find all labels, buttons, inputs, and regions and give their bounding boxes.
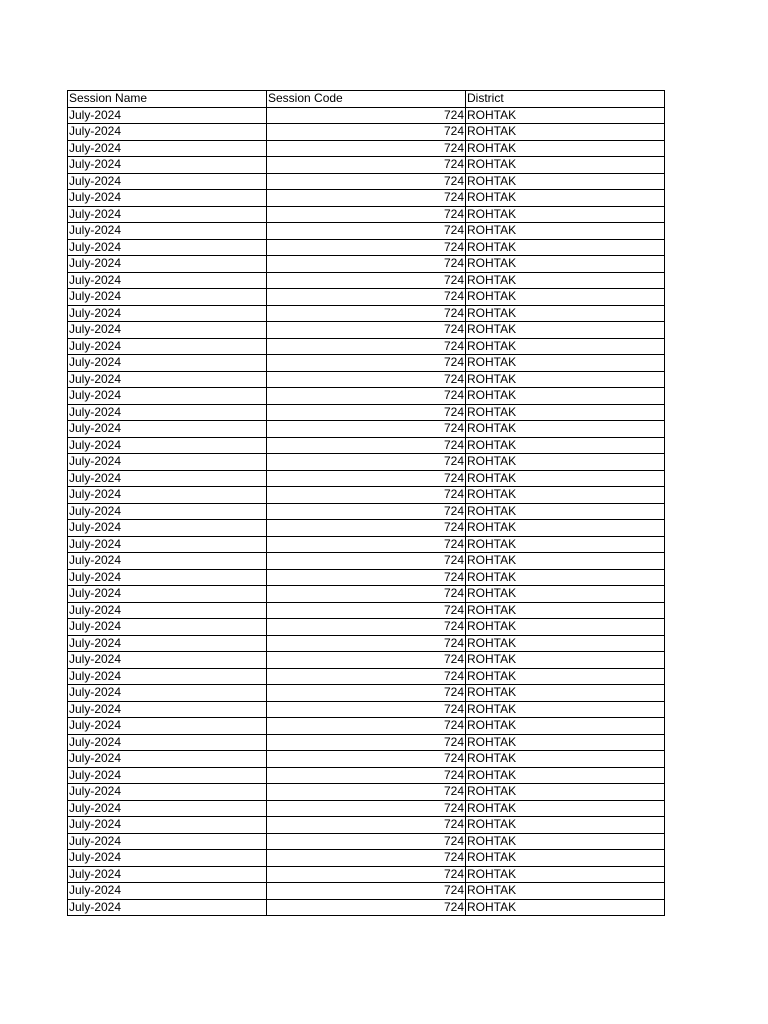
cell-district: ROHTAK: [466, 784, 665, 801]
cell-session-code: 724: [267, 404, 466, 421]
cell-session-name: July-2024: [68, 619, 267, 636]
cell-district: ROHTAK: [466, 701, 665, 718]
cell-session-name: July-2024: [68, 734, 267, 751]
cell-session-name: July-2024: [68, 553, 267, 570]
cell-session-name: July-2024: [68, 470, 267, 487]
cell-session-code: 724: [267, 421, 466, 438]
cell-district: ROHTAK: [466, 107, 665, 124]
table-row: [68, 635, 665, 652]
table-row: [68, 173, 665, 190]
cell-district: ROHTAK: [466, 553, 665, 570]
cell-district: ROHTAK: [466, 223, 665, 240]
cell-session-code: 724: [267, 734, 466, 751]
table-row: [68, 503, 665, 520]
cell-session-code: 724: [267, 157, 466, 174]
table-row: [68, 751, 665, 768]
cell-session-name: July-2024: [68, 338, 267, 355]
cell-session-name: July-2024: [68, 206, 267, 223]
cell-district: ROHTAK: [466, 470, 665, 487]
cell-session-name: July-2024: [68, 239, 267, 256]
cell-session-code: 724: [267, 487, 466, 504]
table-row: [68, 404, 665, 421]
cell-session-name: July-2024: [68, 503, 267, 520]
cell-session-code: 724: [267, 701, 466, 718]
cell-session-code: 724: [267, 503, 466, 520]
cell-session-code: 724: [267, 239, 466, 256]
cell-session-name: July-2024: [68, 107, 267, 124]
cell-session-code: 724: [267, 206, 466, 223]
cell-session-code: 724: [267, 602, 466, 619]
cell-session-name: July-2024: [68, 701, 267, 718]
table-row: [68, 421, 665, 438]
table-row: [68, 272, 665, 289]
table-row: [68, 190, 665, 207]
cell-district: ROHTAK: [466, 635, 665, 652]
cell-district: ROHTAK: [466, 866, 665, 883]
cell-session-code: 724: [267, 355, 466, 372]
table-row: [68, 256, 665, 273]
cell-session-name: July-2024: [68, 586, 267, 603]
table-body: [68, 107, 665, 916]
table-row: [68, 454, 665, 471]
cell-session-name: July-2024: [68, 437, 267, 454]
cell-session-code: 724: [267, 338, 466, 355]
cell-district: ROHTAK: [466, 272, 665, 289]
cell-district: ROHTAK: [466, 586, 665, 603]
table-row: [68, 850, 665, 867]
table-row: [68, 487, 665, 504]
cell-session-code: 724: [267, 388, 466, 405]
table-row: [68, 157, 665, 174]
cell-district: ROHTAK: [466, 421, 665, 438]
cell-session-name: July-2024: [68, 569, 267, 586]
table-row: [68, 355, 665, 372]
table-row: [68, 338, 665, 355]
cell-district: ROHTAK: [466, 338, 665, 355]
cell-session-code: 724: [267, 635, 466, 652]
cell-session-name: July-2024: [68, 223, 267, 240]
table-row: [68, 586, 665, 603]
cell-session-code: 724: [267, 800, 466, 817]
cell-session-name: July-2024: [68, 652, 267, 669]
cell-session-name: July-2024: [68, 388, 267, 405]
header-session-code: Session Code: [267, 91, 466, 108]
cell-session-name: July-2024: [68, 817, 267, 834]
table-row: [68, 833, 665, 850]
header-row: [68, 91, 665, 108]
cell-district: ROHTAK: [466, 371, 665, 388]
cell-district: ROHTAK: [466, 602, 665, 619]
cell-district: ROHTAK: [466, 800, 665, 817]
table-row: [68, 784, 665, 801]
cell-session-name: July-2024: [68, 322, 267, 339]
cell-session-name: July-2024: [68, 833, 267, 850]
table-row: [68, 767, 665, 784]
cell-district: ROHTAK: [466, 437, 665, 454]
table-row: [68, 800, 665, 817]
cell-district: ROHTAK: [466, 520, 665, 537]
cell-session-code: 724: [267, 520, 466, 537]
table-row: [68, 107, 665, 124]
cell-district: ROHTAK: [466, 751, 665, 768]
cell-district: ROHTAK: [466, 173, 665, 190]
cell-district: ROHTAK: [466, 404, 665, 421]
cell-district: ROHTAK: [466, 734, 665, 751]
cell-session-code: 724: [267, 305, 466, 322]
cell-session-name: July-2024: [68, 305, 267, 322]
cell-session-code: 724: [267, 751, 466, 768]
cell-district: ROHTAK: [466, 619, 665, 636]
cell-session-name: July-2024: [68, 899, 267, 916]
table-row: [68, 140, 665, 157]
cell-session-name: July-2024: [68, 520, 267, 537]
table-row: [68, 124, 665, 141]
cell-district: ROHTAK: [466, 899, 665, 916]
table-row: [68, 437, 665, 454]
cell-session-name: July-2024: [68, 866, 267, 883]
cell-district: ROHTAK: [466, 487, 665, 504]
header-district: District: [466, 91, 665, 108]
table-row: [68, 470, 665, 487]
table-row: [68, 734, 665, 751]
cell-session-code: 724: [267, 569, 466, 586]
cell-session-code: 724: [267, 668, 466, 685]
cell-district: ROHTAK: [466, 668, 665, 685]
cell-session-code: 724: [267, 289, 466, 306]
cell-session-name: July-2024: [68, 784, 267, 801]
table-row: [68, 701, 665, 718]
table-row: [68, 206, 665, 223]
cell-session-name: July-2024: [68, 767, 267, 784]
cell-session-code: 724: [267, 553, 466, 570]
cell-session-code: 724: [267, 850, 466, 867]
cell-session-name: July-2024: [68, 190, 267, 207]
cell-session-name: July-2024: [68, 355, 267, 372]
table-row: [68, 685, 665, 702]
cell-district: ROHTAK: [466, 305, 665, 322]
table-row: [68, 883, 665, 900]
cell-session-code: 724: [267, 899, 466, 916]
cell-session-name: July-2024: [68, 751, 267, 768]
table-row: [68, 520, 665, 537]
cell-session-code: 724: [267, 586, 466, 603]
cell-session-code: 724: [267, 883, 466, 900]
cell-district: ROHTAK: [466, 569, 665, 586]
cell-district: ROHTAK: [466, 190, 665, 207]
cell-session-code: 724: [267, 107, 466, 124]
table-row: [68, 371, 665, 388]
table-row: [68, 652, 665, 669]
cell-session-name: July-2024: [68, 635, 267, 652]
cell-session-name: July-2024: [68, 173, 267, 190]
table-header: [68, 91, 665, 108]
cell-district: ROHTAK: [466, 652, 665, 669]
cell-session-code: 724: [267, 685, 466, 702]
cell-district: ROHTAK: [466, 289, 665, 306]
cell-district: ROHTAK: [466, 503, 665, 520]
cell-session-code: 724: [267, 223, 466, 240]
cell-session-name: July-2024: [68, 371, 267, 388]
cell-session-name: July-2024: [68, 883, 267, 900]
cell-session-code: 724: [267, 652, 466, 669]
table-row: [68, 668, 665, 685]
table-row: [68, 388, 665, 405]
cell-district: ROHTAK: [466, 883, 665, 900]
table-row: [68, 602, 665, 619]
cell-session-name: July-2024: [68, 487, 267, 504]
cell-district: ROHTAK: [466, 256, 665, 273]
table-row: [68, 289, 665, 306]
cell-session-name: July-2024: [68, 404, 267, 421]
cell-session-code: 724: [267, 256, 466, 273]
table-row: [68, 866, 665, 883]
cell-session-code: 724: [267, 190, 466, 207]
cell-district: ROHTAK: [466, 767, 665, 784]
cell-session-code: 724: [267, 272, 466, 289]
cell-district: ROHTAK: [466, 206, 665, 223]
cell-session-code: 724: [267, 140, 466, 157]
cell-session-name: July-2024: [68, 602, 267, 619]
cell-session-code: 724: [267, 124, 466, 141]
table-row: [68, 899, 665, 916]
cell-session-code: 724: [267, 718, 466, 735]
cell-session-code: 724: [267, 536, 466, 553]
cell-session-code: 724: [267, 619, 466, 636]
table-row: [68, 817, 665, 834]
cell-district: ROHTAK: [466, 322, 665, 339]
table-row: [68, 239, 665, 256]
table-row: [68, 536, 665, 553]
cell-session-name: July-2024: [68, 685, 267, 702]
cell-session-name: July-2024: [68, 140, 267, 157]
cell-session-name: July-2024: [68, 718, 267, 735]
cell-session-code: 724: [267, 437, 466, 454]
table-row: [68, 569, 665, 586]
cell-district: ROHTAK: [466, 454, 665, 471]
cell-session-name: July-2024: [68, 256, 267, 273]
cell-session-name: July-2024: [68, 421, 267, 438]
cell-district: ROHTAK: [466, 157, 665, 174]
cell-session-code: 724: [267, 767, 466, 784]
cell-district: ROHTAK: [466, 239, 665, 256]
header-session-name: Session Name: [68, 91, 267, 108]
cell-district: ROHTAK: [466, 355, 665, 372]
cell-session-name: July-2024: [68, 850, 267, 867]
cell-session-code: 724: [267, 173, 466, 190]
table-row: [68, 553, 665, 570]
table-row: [68, 718, 665, 735]
table-row: [68, 322, 665, 339]
cell-session-name: July-2024: [68, 454, 267, 471]
cell-district: ROHTAK: [466, 124, 665, 141]
cell-district: ROHTAK: [466, 833, 665, 850]
cell-district: ROHTAK: [466, 685, 665, 702]
session-table: [67, 90, 665, 916]
cell-session-code: 724: [267, 784, 466, 801]
cell-session-name: July-2024: [68, 124, 267, 141]
cell-district: ROHTAK: [466, 817, 665, 834]
table-row: [68, 619, 665, 636]
cell-session-code: 724: [267, 470, 466, 487]
cell-district: ROHTAK: [466, 536, 665, 553]
cell-district: ROHTAK: [466, 140, 665, 157]
cell-session-name: July-2024: [68, 289, 267, 306]
cell-session-code: 724: [267, 322, 466, 339]
table-row: [68, 223, 665, 240]
cell-session-code: 724: [267, 817, 466, 834]
cell-session-code: 724: [267, 866, 466, 883]
cell-session-code: 724: [267, 371, 466, 388]
cell-session-name: July-2024: [68, 536, 267, 553]
table-row: [68, 305, 665, 322]
cell-session-code: 724: [267, 833, 466, 850]
cell-session-code: 724: [267, 454, 466, 471]
cell-session-name: July-2024: [68, 157, 267, 174]
cell-district: ROHTAK: [466, 388, 665, 405]
cell-session-name: July-2024: [68, 800, 267, 817]
cell-district: ROHTAK: [466, 718, 665, 735]
cell-district: ROHTAK: [466, 850, 665, 867]
cell-session-name: July-2024: [68, 272, 267, 289]
cell-session-name: July-2024: [68, 668, 267, 685]
